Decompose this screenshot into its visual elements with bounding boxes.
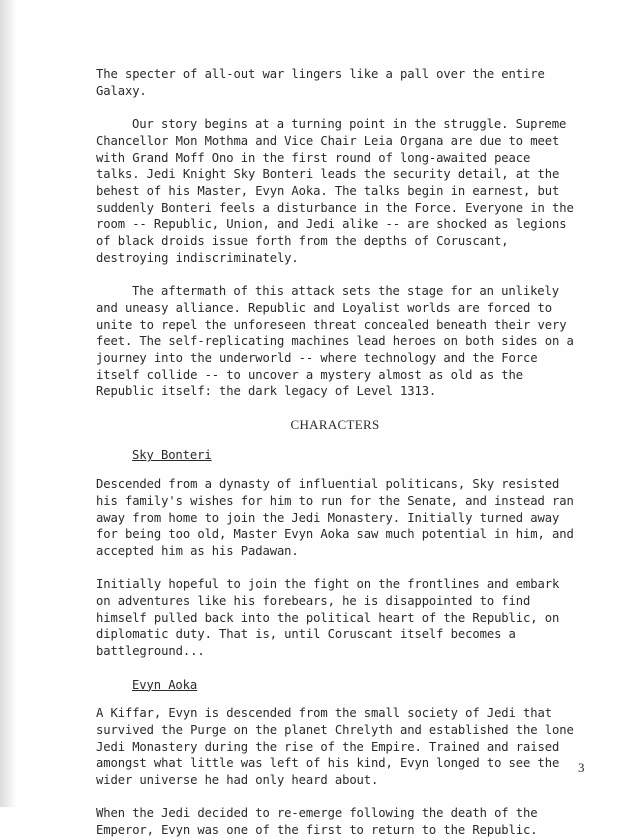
intro-paragraph-1: The specter of all-out war lingers like a pall over the entire Galaxy. [96,67,545,98]
page-left-edge [0,0,16,807]
character-heading-evyn [96,677,574,694]
character-heading-sky [96,447,574,464]
characters-heading: CHARACTERS [290,416,380,432]
evyn-paragraph-2: When the Jedi decided to re-emerge following the death of the Emperor, Evyn was one of the first to return to the Republic. [96,806,538,838]
document-page [96,66,574,839]
character-name-evyn: Evyn Aoka [132,677,198,692]
intro-paragraph-2: Our story begins at a turning point in the struggle. Supreme Chancellor Mon Mothma and Vice Chair Leia Organa are due to meet with Grand Moff Ono in the first round of long-awaited peace talks. Jedi Knight Sky Bonteri leads the security detail, at the behest of his Master, Evyn Aoka. The talks begin in earnest, but suddenly Bonteri feels a disturbance in the Force. Everyone in the room -- Republic, Union, and Jedi alike -- are shocked as legions of black droids issue forth from the depths of Coruscant, destroying indiscriminately. [96,117,574,265]
sky-paragraph-2: Initially hopeful to join the fight on the frontlines and embark on adventures like his forebears, he is disappointed to find himself pulled back into the political heart of the Republic, on diplomatic duty. That is, until Coruscant itself becomes a battleground... [96,577,560,659]
sky-paragraph-1: Descended from a dynasty of influential politicans, Sky resisted his family's wishes for him to run for the Senate, and instead ran away from home to join the Jedi Monastery. Initially turned away for being too old, Master Evyn Aoka saw much potential in him, and accepted him as his Padawan. [96,477,574,558]
character-name-sky: Sky Bonteri [132,448,212,463]
intro-paragraph-3: The aftermath of this attack sets the stage for an unlikely and uneasy alliance. Republic and Loyalist worlds are forced to unite to repel the unforeseen threat concealed beneath their very feet. The self-replicating machines lead heroes on both sides on a journey into the underworld -- where technology and the Force itself collide -- to uncover a mystery almost as old as the Republic itself: the dark legacy of Level 1313. [96,284,574,399]
evyn-paragraph-1: A Kiffar, Evyn is descended from the small society of Jedi that survived the Purge on the planet Chrelyth and established the lone Jedi Monastery during the rise of the Empire. Trained and raised amongst what little was left of his kind, Evyn longed to see the wider universe he had only heard about. [96,706,574,788]
page-number: 3 [578,760,585,775]
